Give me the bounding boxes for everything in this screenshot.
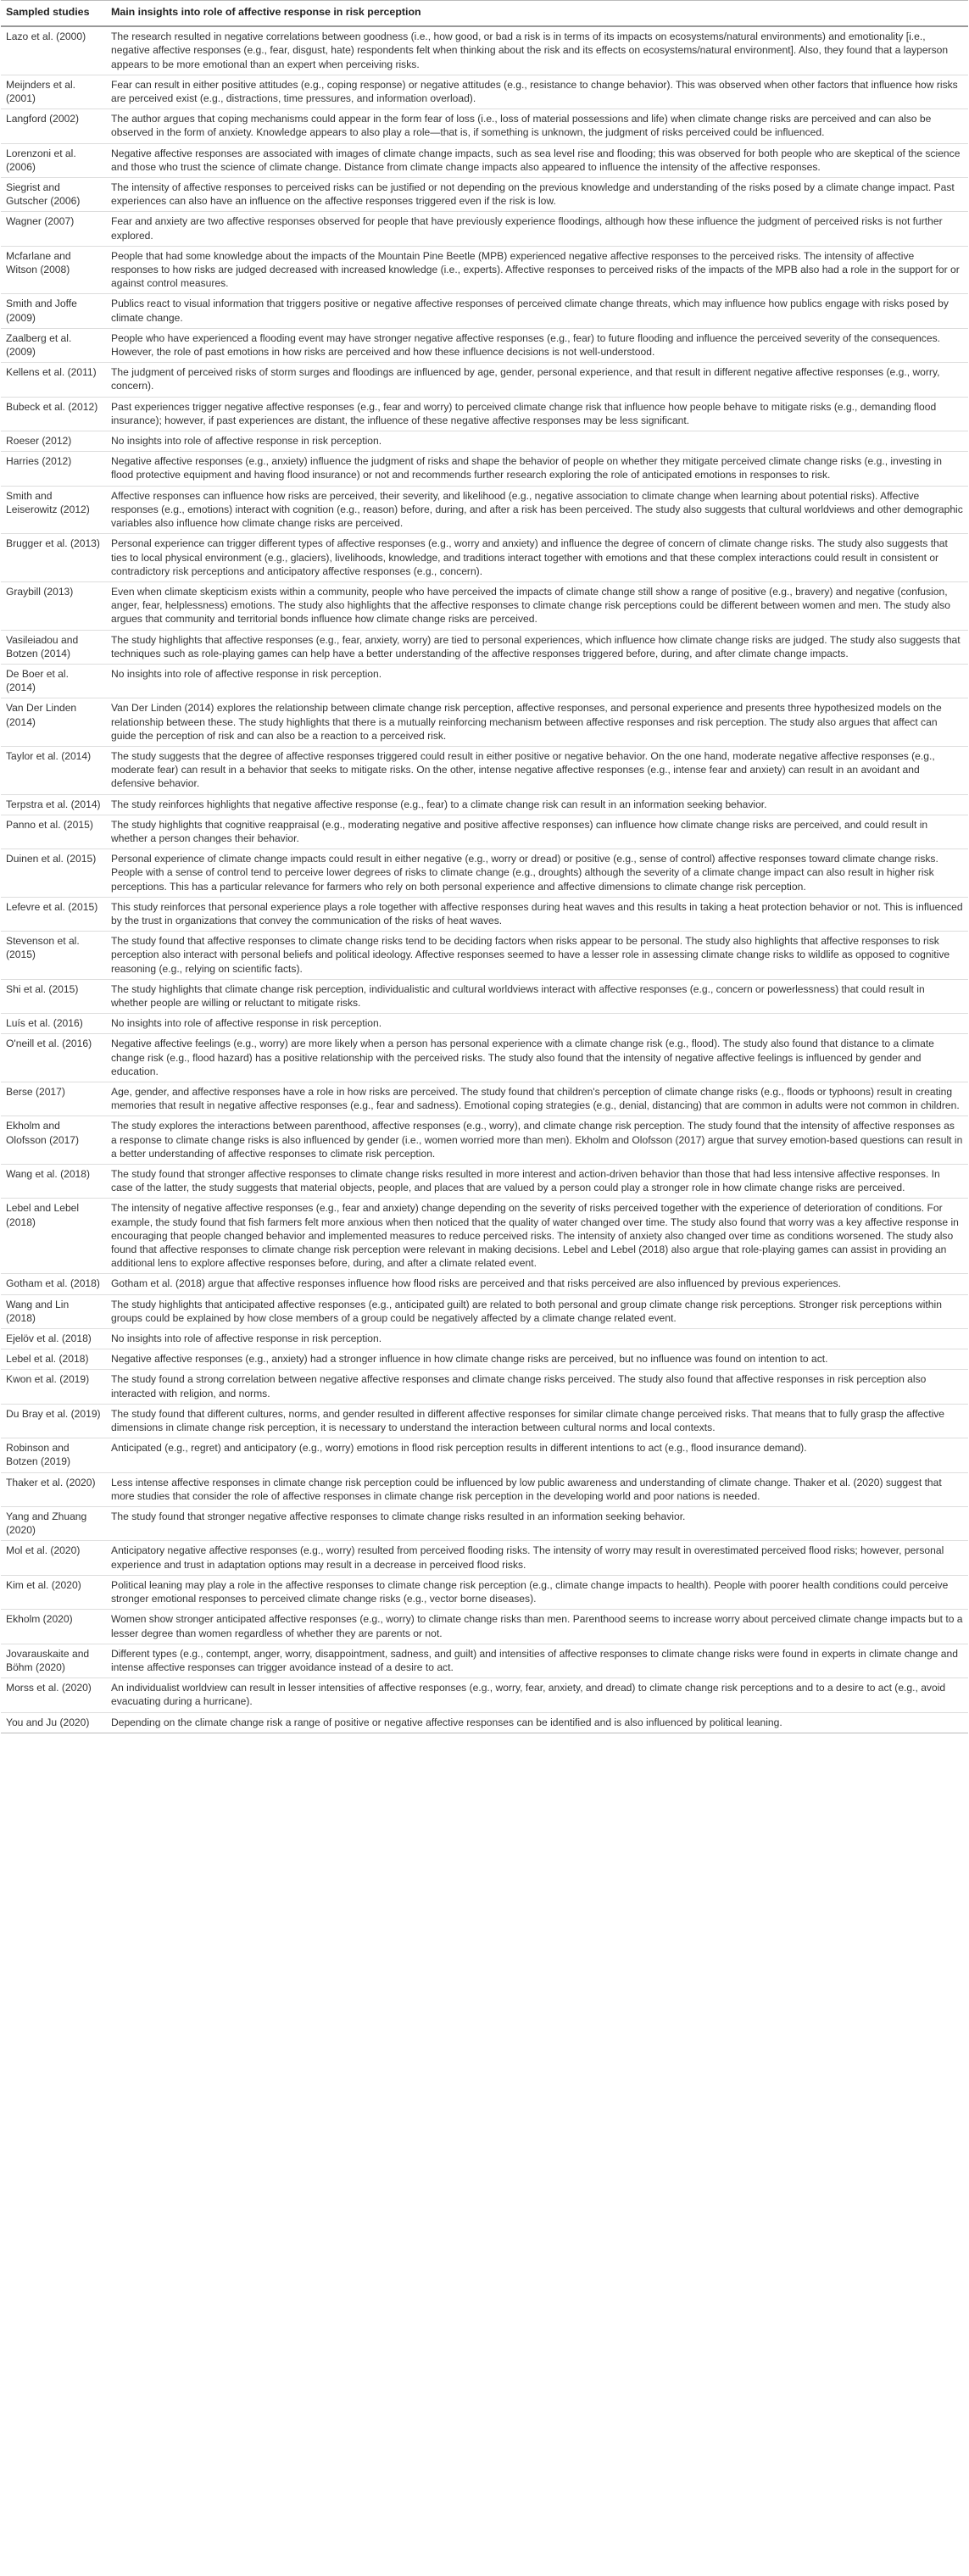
study-insight: Women show stronger anticipated affective responses (e.g., worry) to climate change risks than men. Parenthood seems to increase worry about perceived climate change impacts but to a lesser degree than women regardless of whether they are parents or not. bbox=[106, 1610, 968, 1644]
table-row bbox=[1, 1329, 968, 1349]
header-sampled-studies: Sampled studies bbox=[1, 1, 106, 27]
study-insight: No insights into role of affective response in risk perception. bbox=[106, 431, 968, 452]
table-row bbox=[1, 698, 968, 747]
study-citation: Vasileiadou and Botzen (2014) bbox=[1, 630, 106, 664]
study-citation: Lazo et al. (2000) bbox=[1, 26, 106, 75]
study-insight: No insights into role of affective response in risk perception. bbox=[106, 664, 968, 698]
study-citation: Zaalberg et al. (2009) bbox=[1, 328, 106, 362]
study-citation: Langford (2002) bbox=[1, 109, 106, 143]
study-citation: Siegrist and Gutscher (2006) bbox=[1, 178, 106, 212]
study-citation: Kwon et al. (2019) bbox=[1, 1370, 106, 1404]
study-citation: Harries (2012) bbox=[1, 452, 106, 486]
study-insight: Fear can result in either positive attitudes (e.g., coping response) or negative attitudes (e.g., resistance to change behavior). This was observed when other factors that influence how risks are perceived exist (e.g., distractions, time pressures, and information overload). bbox=[106, 75, 968, 108]
study-insight: The research resulted in negative correlations between goodness (i.e., how good, or bad a risk is in terms of its impacts on ecosystems/natural environments) and emotionality [i.e., negative affective responses (e.g., fear, disgust, hate) respondents felt when thinking about the risk and its effects on ecosystems/natural environment]. Also, they found that a layperson appears to be more emotional than an expert when perceiving risks. bbox=[106, 26, 968, 75]
study-citation: Wang and Lin (2018) bbox=[1, 1294, 106, 1328]
table-row bbox=[1, 1294, 968, 1328]
study-insight: The study found that different cultures, norms, and gender resulted in different affective responses for similar climate change perceived risks. That means that to fully grasp the affective dimensions in climate change risk perception, it is necessary to understand the interaction between cultural norms and local contexts. bbox=[106, 1404, 968, 1438]
study-citation: Bubeck et al. (2012) bbox=[1, 397, 106, 431]
study-citation: Du Bray et al. (2019) bbox=[1, 1404, 106, 1438]
study-insight: The study explores the interactions between parenthood, affective responses (e.g., worry), and climate change risk perception. The study found that the intensity of affective responses as a response to climate change risks is also influenced by gender (i.e., women worried more than men). Ekholm and Olofsson (2017) argue that survey emotion-based questions can result in a better understanding of affective responses to climate risk perception. bbox=[106, 1116, 968, 1165]
table-row bbox=[1, 1610, 968, 1644]
study-insight: Negative affective responses are associated with images of climate change impacts, such as sea level rise and flooding; this was observed for both people who are skeptical of the science and those who trust the science of climate change. Distance from climate change impacts also appeared to influence the intensity of the affective responses. bbox=[106, 143, 968, 177]
table-row bbox=[1, 452, 968, 486]
table-row bbox=[1, 815, 968, 848]
study-citation: Van Der Linden (2014) bbox=[1, 698, 106, 747]
study-insight: The study found a strong correlation between negative affective responses and climate change risks perceived. The study also found that affective responses in risk perception also interacted with religion, and norms. bbox=[106, 1370, 968, 1404]
study-insight: The study highlights that cognitive reappraisal (e.g., moderating negative and positive affective responses) can influence how climate change risks are perceived, and could result in whether a person changes their behavior. bbox=[106, 815, 968, 848]
table-row bbox=[1, 1199, 968, 1274]
study-citation: You and Ju (2020) bbox=[1, 1712, 106, 1733]
study-citation: Ekholm (2020) bbox=[1, 1610, 106, 1644]
study-citation: Ekholm and Olofsson (2017) bbox=[1, 1116, 106, 1165]
table-row bbox=[1, 1712, 968, 1733]
table-row bbox=[1, 979, 968, 1013]
table-row bbox=[1, 849, 968, 898]
table-body bbox=[1, 26, 968, 1733]
study-insight: The study found that stronger affective responses to climate change risks resulted in more interest and action-driven behavior than those that had less intensive affective responses. In case of the latter, the study suggests that material objects, people, and places that are valued by a person could play a stronger role in how climate change risks are perceived. bbox=[106, 1165, 968, 1199]
study-citation: De Boer et al. (2014) bbox=[1, 664, 106, 698]
study-citation: Wang et al. (2018) bbox=[1, 1165, 106, 1199]
study-insight: Publics react to visual information that triggers positive or negative affective responses of perceived climate change threats, which may influence how publics engage with risks posed by climate change. bbox=[106, 294, 968, 328]
study-insight: The study highlights that anticipated affective responses (e.g., anticipated guilt) are related to both personal and group climate change risk perceptions. Stronger risk perceptions within groups could be explained by how close members of a group could be negatively affected by a climate change related event. bbox=[106, 1294, 968, 1328]
study-insight: Negative affective feelings (e.g., worry) are more likely when a person has personal experience with a climate change risk (e.g., flood). The study also found that distance to a climate change risk (e.g., flood hazard) has a positive relationship with the perceived risks. The study also found that the intensity of negative affective feelings is influenced by gender and education. bbox=[106, 1034, 968, 1082]
study-insight: The study found that stronger negative affective responses to climate change risks resulted in an information seeking behavior. bbox=[106, 1507, 968, 1541]
study-insight: Age, gender, and affective responses have a role in how risks are perceived. The study found that children's perception of climate change risks (e.g., floods or typhoons) result in creating memories that result in negative affective responses (e.g., fear and sadness). Emotional coping strategies (e.g., denial, distancing) that are common in adults were not common in children. bbox=[106, 1082, 968, 1116]
header-main-insights: Main insights into role of affective response in risk perception bbox=[106, 1, 968, 27]
table-row bbox=[1, 1370, 968, 1404]
study-insight: Different types (e.g., contempt, anger, worry, disappointment, sadness, and guilt) and intensities of affective responses to climate change risks were found in experts in climate change and intense affective responses can trigger avoidance instead of a desire to act. bbox=[106, 1644, 968, 1677]
table-row bbox=[1, 794, 968, 815]
table-header bbox=[1, 1, 968, 27]
study-citation: O'neill et al. (2016) bbox=[1, 1034, 106, 1082]
study-citation: Gotham et al. (2018) bbox=[1, 1274, 106, 1294]
table-row bbox=[1, 1644, 968, 1677]
study-insight: Anticipated (e.g., regret) and anticipatory (e.g., worry) emotions in flood risk perception results in different intentions to act (e.g., flood insurance demand). bbox=[106, 1438, 968, 1472]
study-insight: The study suggests that the degree of affective responses triggered could result in either positive or negative behavior. On the one hand, moderate negative affective responses (e.g., moderate fear) can result in a behavior that seeks to mitigate risks. On the other, intense negative affective responses (e.g., intense fear and anxiety) can result in an avoidant and defensive behavior. bbox=[106, 746, 968, 794]
study-citation: Smith and Joffe (2009) bbox=[1, 294, 106, 328]
study-insight: No insights into role of affective response in risk perception. bbox=[106, 1329, 968, 1349]
table-row bbox=[1, 1034, 968, 1082]
study-citation: Meijnders et al. (2001) bbox=[1, 75, 106, 108]
study-citation: Terpstra et al. (2014) bbox=[1, 794, 106, 815]
study-insight: The study highlights that climate change risk perception, individualistic and cultural worldviews interact with affective responses (e.g., concern or powerlessness) that could result in whether people are willing or reluctant to mitigate risks. bbox=[106, 979, 968, 1013]
study-citation: Kim et al. (2020) bbox=[1, 1575, 106, 1609]
table-row bbox=[1, 486, 968, 534]
study-citation: Mcfarlane and Witson (2008) bbox=[1, 246, 106, 294]
study-insight: The intensity of negative affective responses (e.g., fear and anxiety) change depending on the severity of risks perceived together with the experience of deterioration of conditions. For example, the study found that fish farmers felt more anxious when then noticed that the quality of water changed over time. The study also found that worry was a key affective response in encouraging that people changed behavior and implemented measures to reduce perceived risks. The intensity of anxiety also changed over time as conditions worsened. The study also found that affective responses to climate change risk perception were relevant in making decisions. Lebel and Lebel (2018) also argue that role-playing games can assist in providing an additional lens to explore affective responses before, during, and after a climate related event. bbox=[106, 1199, 968, 1274]
study-insight: Affective responses can influence how risks are perceived, their severity, and likelihood (e.g., negative association to climate change when learning about potential risks). Affective responses (e.g., emotions) interact with cognition (e.g., reason) before, during, and after a risk has been perceived. The study also suggests that cultural worldviews and other demographic variables also influence how climate change risks are perceived. bbox=[106, 486, 968, 534]
table-row bbox=[1, 932, 968, 980]
table-row bbox=[1, 1678, 968, 1712]
study-citation: Shi et al. (2015) bbox=[1, 979, 106, 1013]
study-insight: Political leaning may play a role in the affective responses to climate change risk perception (e.g., climate change impacts to health). People with poorer health conditions could perceive stronger emotional responses to perceived climate change risks (e.g., vector borne diseases). bbox=[106, 1575, 968, 1609]
study-citation: Lefevre et al. (2015) bbox=[1, 897, 106, 931]
table-row bbox=[1, 1165, 968, 1199]
study-citation: Duinen et al. (2015) bbox=[1, 849, 106, 898]
table-row bbox=[1, 1404, 968, 1438]
study-insight: The author argues that coping mechanisms could appear in the form fear of loss (i.e., loss of material possessions and life) when climate change risks are perceived and can also be observed in the form of anxiety. Knowledge appears to also play a role—that is, if something is unknown, the judgment of risks perceived could be influenced. bbox=[106, 109, 968, 143]
study-insight: Negative affective responses (e.g., anxiety) had a stronger influence in how climate change risks are perceived, but no influence was found on intention to act. bbox=[106, 1349, 968, 1370]
study-insight: An individualist worldview can result in lesser intensities of affective responses (e.g., worry, fear, anxiety, and dread) to climate change risk perceptions and to a desire to act (e.g., avoid evacuating during a hurricane). bbox=[106, 1678, 968, 1712]
study-insight: The intensity of affective responses to perceived risks can be justified or not depending on the previous knowledge and understanding of the risks posed by a climate change impact. Past experiences can also have an influence on the affective responses triggered even if the risk is low. bbox=[106, 178, 968, 212]
study-citation: Ejelöv et al. (2018) bbox=[1, 1329, 106, 1349]
study-citation: Brugger et al. (2013) bbox=[1, 534, 106, 582]
table-row bbox=[1, 1082, 968, 1116]
study-citation: Kellens et al. (2011) bbox=[1, 363, 106, 397]
table-row bbox=[1, 178, 968, 212]
table-row bbox=[1, 1438, 968, 1472]
study-citation: Lebel and Lebel (2018) bbox=[1, 1199, 106, 1274]
study-insight: Gotham et al. (2018) argue that affective responses influence how flood risks are perceived and that risks perceived are also influenced by previous experiences. bbox=[106, 1274, 968, 1294]
study-citation: Luís et al. (2016) bbox=[1, 1014, 106, 1034]
table-row bbox=[1, 630, 968, 664]
table-row bbox=[1, 1349, 968, 1370]
table-row bbox=[1, 212, 968, 246]
table-row bbox=[1, 75, 968, 108]
table-row bbox=[1, 1274, 968, 1294]
study-insight: Negative affective responses (e.g., anxiety) influence the judgment of risks and shape the behavior of people on whether they mitigate perceived climate change risks (e.g., investing in flood protective equipment and having flood insurance) or not and recommends further research exploring the role of anticipated emotions in responses to risk. bbox=[106, 452, 968, 486]
table-row bbox=[1, 1541, 968, 1575]
table-row bbox=[1, 246, 968, 294]
table-row bbox=[1, 581, 968, 630]
study-citation: Robinson and Botzen (2019) bbox=[1, 1438, 106, 1472]
study-insight: The study highlights that affective responses (e.g., fear, anxiety, worry) are tied to personal experiences, which influence how climate change risks are judged. The study also suggests that techniques such as role-playing games can help have a better understanding of the affective responses triggered before, during, and after climate change impacts. bbox=[106, 630, 968, 664]
study-insight: Less intense affective responses in climate change risk perception could be influenced by low public awareness and understanding of climate change. Thaker et al. (2020) suggest that more studies that consider the role of affective responses in climate change risk perception in the developing world and poor nations is needed. bbox=[106, 1472, 968, 1506]
studies-table bbox=[1, 0, 968, 1733]
study-insight: Fear and anxiety are two affective responses observed for people that have previously experience floodings, although how these influence the judgment of perceived risks is not further explored. bbox=[106, 212, 968, 246]
study-citation: Smith and Leiserowitz (2012) bbox=[1, 486, 106, 534]
study-citation: Berse (2017) bbox=[1, 1082, 106, 1116]
table-row bbox=[1, 1472, 968, 1506]
study-insight: People who have experienced a flooding event may have stronger negative affective responses (e.g., fear) to future flooding and influence the perceived severity of the consequences. However, the role of past emotions in how risks are perceived and how these influence decisions is not well-understood. bbox=[106, 328, 968, 362]
study-citation: Graybill (2013) bbox=[1, 581, 106, 630]
table-row bbox=[1, 746, 968, 794]
table-row bbox=[1, 328, 968, 362]
study-insight: The study reinforces highlights that negative affective response (e.g., fear) to a climate change risk can result in an information seeking behavior. bbox=[106, 794, 968, 815]
study-insight: No insights into role of affective response in risk perception. bbox=[106, 1014, 968, 1034]
study-citation: Wagner (2007) bbox=[1, 212, 106, 246]
study-citation: Stevenson et al. (2015) bbox=[1, 932, 106, 980]
table-row bbox=[1, 1507, 968, 1541]
table-row bbox=[1, 109, 968, 143]
table-row bbox=[1, 363, 968, 397]
study-citation: Roeser (2012) bbox=[1, 431, 106, 452]
study-citation: Panno et al. (2015) bbox=[1, 815, 106, 848]
study-insight: Personal experience of climate change impacts could result in either negative (e.g., worry or dread) or positive (e.g., sense of control) affective responses toward climate change risks. People with a sense of control tend to perceive lower degrees of risks to climate change (e.g., droughts) although the severity of a climate change impact can also result in higher risk perceptions. This has a particular relevance for farmers who rely on both personal experience and affective dimensions to climate change risk perception. bbox=[106, 849, 968, 898]
table-row bbox=[1, 26, 968, 75]
table-row bbox=[1, 1014, 968, 1034]
table-row bbox=[1, 534, 968, 582]
table-row bbox=[1, 397, 968, 431]
study-insight: Anticipatory negative affective responses (e.g., worry) resulted from perceived flooding risks. The intensity of worry may result in overestimated perceived flood risks; however, personal experience and trust in adaptation options may result in a decrease in perceived flood risks. bbox=[106, 1541, 968, 1575]
table-row bbox=[1, 431, 968, 452]
table-row bbox=[1, 294, 968, 328]
table-row bbox=[1, 143, 968, 177]
study-citation: Lebel et al. (2018) bbox=[1, 1349, 106, 1370]
study-insight: Depending on the climate change risk a range of positive or negative affective responses can be identified and is also influenced by political leaning. bbox=[106, 1712, 968, 1733]
study-insight: Personal experience can trigger different types of affective responses (e.g., worry and anxiety) and influence the degree of concern of climate change risks. The study also suggests that ties to local physical environment (e.g., glaciers), livelihoods, knowledge, and traditions interact together with emotions and that these complex interactions could result in consistent or contradictory risk perceptions and anticipatory affective responses (e.g., concern). bbox=[106, 534, 968, 582]
study-insight: The study found that affective responses to climate change risks tend to be deciding factors when risks appear to be personal. The study also highlights that affective responses to risk perception also interact with personal beliefs and political ideology. Affective responses seemed to have a lesser role in assessing climate change risks to wildlife as opposed to cognitive reasoning (e.g., relying on scientific facts). bbox=[106, 932, 968, 980]
study-citation: Morss et al. (2020) bbox=[1, 1678, 106, 1712]
study-citation: Yang and Zhuang (2020) bbox=[1, 1507, 106, 1541]
table-row bbox=[1, 1116, 968, 1165]
study-insight: Past experiences trigger negative affective responses (e.g., fear and worry) to perceived climate change risk that influence how people behave to mitigate risks (e.g., demanding flood insurance); however, if past experiences are distant, the influence of these negative affective responses may be less significant. bbox=[106, 397, 968, 431]
study-citation: Thaker et al. (2020) bbox=[1, 1472, 106, 1506]
study-insight: Van Der Linden (2014) explores the relationship between climate change risk perception, affective responses, and personal experience and presents three hypothesized models on the relationship between these. The study highlights that there is a mutually reinforcing mechanism between affective responses and risk perception. The study also argues that affect can guide the perception of risk and can also be a reaction to a perceived risk. bbox=[106, 698, 968, 747]
study-insight: People that had some knowledge about the impacts of the Mountain Pine Beetle (MPB) experienced negative affective responses to the perceived risks. The intensity of affective responses to how risks are judged decreased with increased knowledge (i.e., experts). Affective responses to perceived risks of the impacts of the MPB also had a role in the support for or against control measures. bbox=[106, 246, 968, 294]
study-insight: The judgment of perceived risks of storm surges and floodings are influenced by age, gender, personal experience, and that result in different negative affective responses (e.g., worry, concern). bbox=[106, 363, 968, 397]
study-insight: This study reinforces that personal experience plays a role together with affective responses during heat waves and this results in taking a heat protection behavior or not. This is influenced by the trust in organizations that convey the communication of the risks of heat waves. bbox=[106, 897, 968, 931]
study-citation: Jovarauskaite and Böhm (2020) bbox=[1, 1644, 106, 1677]
table-row bbox=[1, 897, 968, 931]
table-row bbox=[1, 1575, 968, 1609]
study-citation: Mol et al. (2020) bbox=[1, 1541, 106, 1575]
study-citation: Taylor et al. (2014) bbox=[1, 746, 106, 794]
header-row bbox=[1, 1, 968, 27]
study-insight: Even when climate skepticism exists within a community, people who have perceived the impacts of climate change still show a range of positive (e.g., bravery) and negative (confusion, anger, fear, helplessness) emotions. The study also highlights that the affective responses to climate change risk perceptions could be different between women and men. The study also argues that community and territorial bonds influence how climate change risks are perceived. bbox=[106, 581, 968, 630]
table-row bbox=[1, 664, 968, 698]
study-citation: Lorenzoni et al. (2006) bbox=[1, 143, 106, 177]
